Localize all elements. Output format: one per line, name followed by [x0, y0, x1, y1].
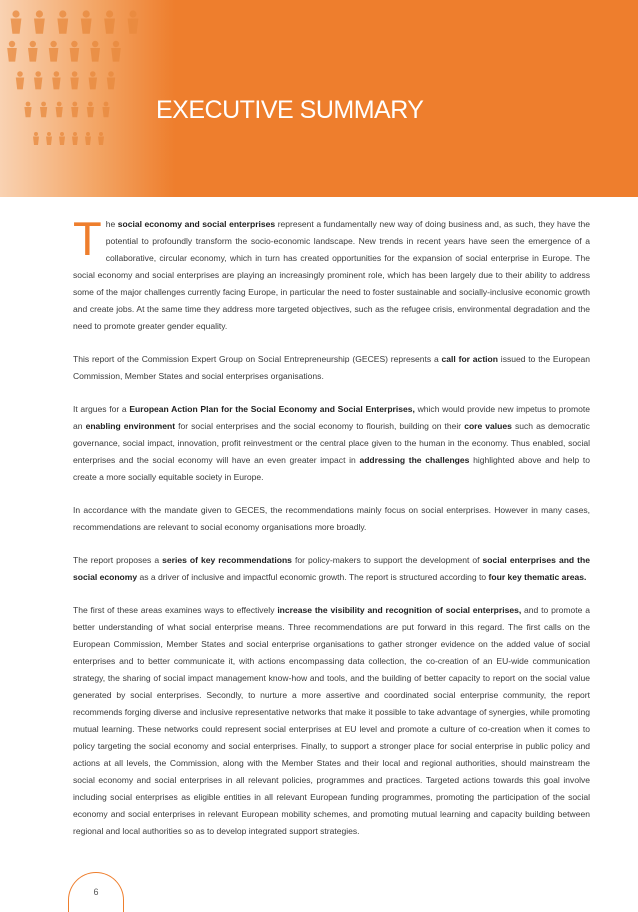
drop-cap: T: [73, 212, 102, 265]
body-text: [73, 212, 591, 856]
intro-paragraph: The social economy and social enterprises represent a fundamentally new way of doing business and, as such, they have the potential to profoundly transform the socio-economic landscape. New trends in recent years have seen the emergence of a collaborative, circular economy, which in turn has created opportunities for the expansion of social enterprise in Europe. The social economy and social enterprises are playing an increasingly prominent role, which has been largely due to their ability to address some of the major challenges currently facing Europe, in particular the need to foster sustainable and socially-inclusive economic growth and create jobs. At the same time they address more targeted objectives, such as the refugee crisis, environmental degradation and the need to promote greater gender equality.: [73, 212, 590, 331]
paragraph-action-plan: It argues for a European Action Plan for the Social Economy and Social Enterprises, which would provide new impetus to promote an enabling environment for social enterprises and the social economy to flourish, building on their core values such as democratic governance, social impact, innovation, profit reinvestment or the central place given to the human in the economy. Thus enabled, social enterprises and the social economy will have an even greater impact in addressing the challenges highlighted above and help to create a more socially equitable society in Europe.: [73, 404, 591, 482]
paper-chain-people-image: [0, 0, 175, 197]
page-title: EXECUTIVE SUMMARY: [156, 96, 424, 124]
paragraph-mandate: In accordance with the mandate given to GECES, the recommendations mainly focus on social enterprises. However in many cases, recommendations are relevant to social economy organisations more broadly.: [73, 505, 590, 532]
paragraph-geces-report: This report of the Commission Expert Group on Social Entrepreneurship (GECES) represents a call for action issued to the European Commission, Member States and social enterprises organisations.: [73, 354, 590, 381]
header-banner: [0, 0, 638, 197]
paragraph-recommendations: The report proposes a series of key recommendations for policy-makers to support the development of social enterprises and the social economy as a driver of inclusive and impactful economic growth. The report is structured according to four key thematic areas.: [73, 555, 590, 582]
paragraph-visibility: The first of these areas examines ways to effectively increase the visibility and recognition of social enterprises, and to promote a better understanding of what social enterprise means. Three recommendations are put forward in this regard. The first calls on the European Commission, Member States and social enterprise organisations to gather stronger evidence on the added value of social enterprises and to better communicate it, with actions encompassing data collection, the co-creation of an EU-wide communication strategy, the sharing of social impact management know-how and tools, and the building of better capacity to report on the social value generated by social enterprises. Secondly, to nurture a more assertive and coordinated social enterprise community, the report recommends forging diverse and inclusive representative networks that make it possible to take advantage of synergies, while promoting mutual learning. These networks could represent social enterprises at EU level and promote a culture of co-creation when it comes to policy targeting the social economy and social enterprises. Finally, to support a stronger place for social enterprise in public policy and actions at all levels, the Commission, along with the Member States and their local and regional authorities, should mainstream the social economy and social enterprises in all relevant policies, programmes and practices. Targeted actions towards this goal involve including social enterprises as eligible entities in all relevant European funding programmes, promoting the participation of the social economy and social enterprises in relevant European mobility schemes, and promoting mutual learning and capacity building between regional and local authorities so as to develop integrated support strategies.: [73, 605, 591, 836]
page-number: 6: [93, 887, 99, 897]
